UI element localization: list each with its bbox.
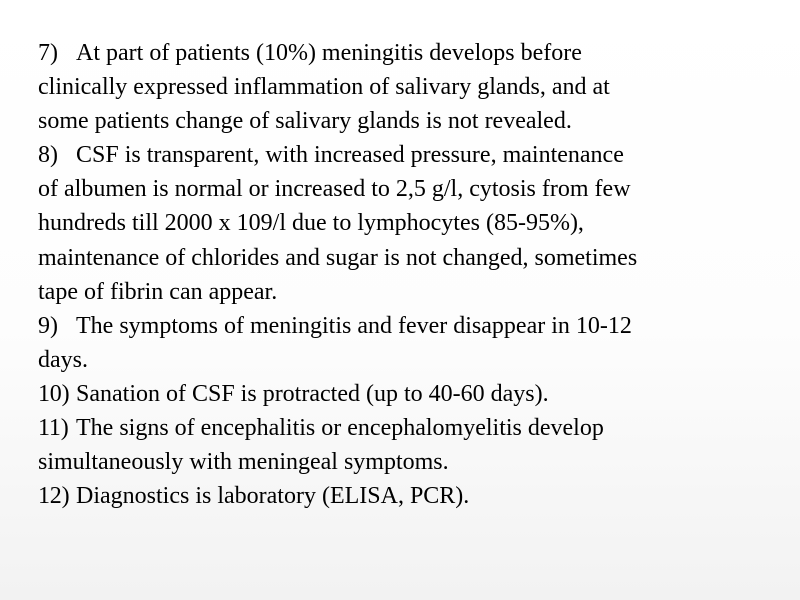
list-item-text: At part of patients (10%) meningitis develops before <box>76 40 582 66</box>
list-item-text: clinically expressed inflammation of salivary glands, and at <box>38 74 610 101</box>
list-item-10 <box>38 377 778 411</box>
list-item-text: tape of fibrin can appear. <box>38 278 278 305</box>
list-item-number: 12) <box>38 483 70 510</box>
list-item-line <box>38 36 778 70</box>
list-item-7 <box>38 36 778 138</box>
list-item-text: Sanation of CSF is protracted (up to 40-60 days). <box>76 380 549 407</box>
list-item-text: CSF is transparent, with increased pressure, maintenance <box>76 142 624 169</box>
list-item-line <box>38 411 778 445</box>
numbered-list <box>38 36 778 513</box>
list-item-line <box>38 377 778 411</box>
list-item-text: The symptoms of meningitis and fever disappear in 10-12 <box>76 312 632 339</box>
list-item-9 <box>38 309 778 377</box>
list-item-number: 10) <box>38 380 70 407</box>
list-item-text: maintenance of chlorides and sugar is not changed, sometimes <box>38 244 638 271</box>
list-item-line <box>38 309 778 343</box>
list-item-line <box>38 138 778 172</box>
list-item-line <box>38 479 778 513</box>
list-item-text: simultaneously with meningeal symptoms. <box>38 449 449 476</box>
list-item-12 <box>38 479 778 513</box>
list-item-text: The signs of encephalitis or encephalomyelitis develop <box>76 415 604 442</box>
list-item-number: 11) <box>38 415 69 442</box>
list-item-text: some patients change of salivary glands is not revealed. <box>38 108 572 135</box>
list-item-number: 7) <box>38 40 58 66</box>
list-item-number: 9) <box>38 312 58 339</box>
list-item-text: hundreds till 2000 x 109/l due to lymphocytes (85-95%), <box>38 210 584 237</box>
list-item-text: Diagnostics is laboratory (ELISA, PCR). <box>76 483 470 510</box>
list-item-8 <box>38 138 778 308</box>
list-item-text: days. <box>38 346 88 373</box>
list-item-number: 8) <box>38 142 58 169</box>
list-item-text: of albumen is normal or increased to 2,5 g/l, cytosis from few <box>38 176 631 203</box>
list-item-11 <box>38 411 778 479</box>
